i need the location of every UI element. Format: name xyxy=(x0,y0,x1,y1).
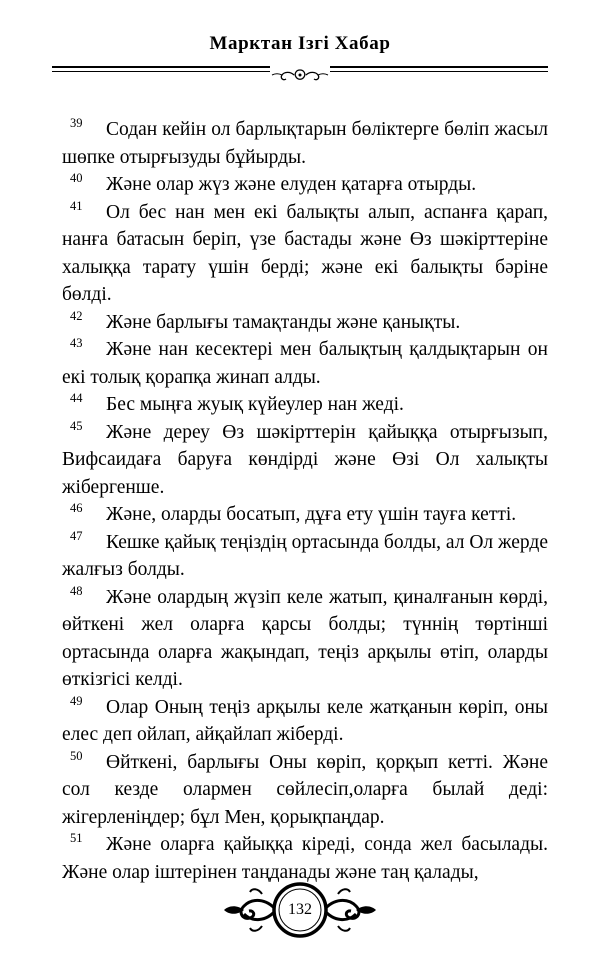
verse-text: Және дереу Өз шәкірттерін қайыққа отырғызып, Вифсаидаға баруға көндірді және Өзі Ол халықты жібергенше. xyxy=(62,421,548,498)
verse-text: Ол бес нан мен екі балықты алып, аспанға қарап, нанға батасын беріп, үзе бастады және Өз шәкірттеріне халыққа тарату үшін берді; және екі балықты бәріне бөлді. xyxy=(62,201,548,305)
verse-text: Және олар жүз және елуден қатарға отырды. xyxy=(106,174,477,195)
header-ornament-icon xyxy=(270,66,330,86)
verse-text: Және нан кесектері мен балықтың қалдықтарын он екі толық қорапқа жинап алды. xyxy=(62,339,548,388)
verse-text: Олар Оның теңіз арқылы келе жатқанын көріп, оны елес деп ойлап, айқайлап жіберді. xyxy=(62,696,548,745)
page-number: 132 xyxy=(288,901,312,918)
verse-text: Және оларға қайыққа кіреді, сонда жел басылады. Және олар іштерінен таңданады және таң қалады, xyxy=(62,834,548,883)
verse-text: Өйткені, барлығы Оны көріп, қорқып кетті. Және сол кезде олармен сөйлесіп,оларға былай деді: жігерленіңдер; бұл Мен, қорықпаңдар. xyxy=(62,751,548,828)
scripture-text xyxy=(62,116,548,886)
verse-45: 45 Және дереу Өз шәкірттерін қайыққа отырғызып, Вифсаидаға баруға көндірді және Өзі Ол халықты жібергенше. xyxy=(62,418,548,498)
verse-44: 44 Бес мыңға жуық күйеулер нан жеді. xyxy=(70,391,404,415)
verse-49: 49 Олар Оның теңіз арқылы келе жатқанын көріп, оны елес деп ойлап, айқайлап жіберді. xyxy=(62,693,548,745)
verse-51: 51 Және оларға қайыққа кіреді, сонда жел басылады. Және олар іштерінен таңданады және таң қалады, xyxy=(62,831,548,883)
verse-41: 41 Ол бес нан мен екі балықты алып, аспанға қарап, нанға батасын беріп, үзе бастады және Өз шәкірттеріне халыққа тарату үшін берді; және екі балықты бәріне бөлді. xyxy=(62,198,548,305)
verse-text: Кешке қайық теңіздің ортасында болды, ал Ол жерде жалғыз болды. xyxy=(62,531,548,580)
verse-46: 46 Және, оларды босатып, дұға ету үшін тауға кетті. xyxy=(70,501,517,525)
verse-47: 47 Кешке қайық теңіздің ортасында болды, ал Ол жерде жалғыз болды. xyxy=(62,528,548,580)
verse-42: 42 Және барлығы тамақтанды және қанықты. xyxy=(70,308,461,333)
verse-50: 50 Өйткені, барлығы Оны көріп, қорқып кетті. Және сол кезде олармен сөйлесіп,оларға былай деді: жігерленіңдер; бұл Мен, қорықпаңдар. xyxy=(62,748,548,828)
verse-text: Және, оларды босатып, дұға ету үшін тауға кетті. xyxy=(106,504,517,525)
verse-text: Содан кейін ол барлықтарын бөліктерге бөліп жасыл шөпке отырғызуды бұйырды. xyxy=(62,119,548,168)
verse-text: Бес мыңға жуық күйеулер нан жеді. xyxy=(106,394,404,415)
verse-43: 43 Және нан кесектері мен балықтың қалдықтарын он екі толық қорапқа жинап алды. xyxy=(62,336,548,388)
verse-40: 40 Және олар жүз және елуден қатарға отырды. xyxy=(70,171,477,195)
verse-text: Және барлығы тамақтанды және қанықты. xyxy=(106,311,461,333)
verse-39: 39 Содан кейін ол барлықтарын бөліктерге бөліп жасыл шөпке отырғызуды бұйырды. xyxy=(62,116,548,168)
page-header-title: Марктан Ізгі Хабар xyxy=(209,33,391,54)
verse-text: Және олардың жүзіп келе жатып, қиналғанын көрді, өйткені жел оларға қарсы болды; түннің төртінші ортасында оларға жақындап, теңіз арқылы өтіп, оларды өткізгісі келді. xyxy=(62,586,548,690)
verse-48: 48 Және олардың жүзіп келе жатып, қиналғанын көрді, өйткені жел оларға қарсы болды; түннің төртінші ортасында оларға жақындап, теңіз арқылы өтіп, оларды өткізгісі келді. xyxy=(62,583,548,690)
